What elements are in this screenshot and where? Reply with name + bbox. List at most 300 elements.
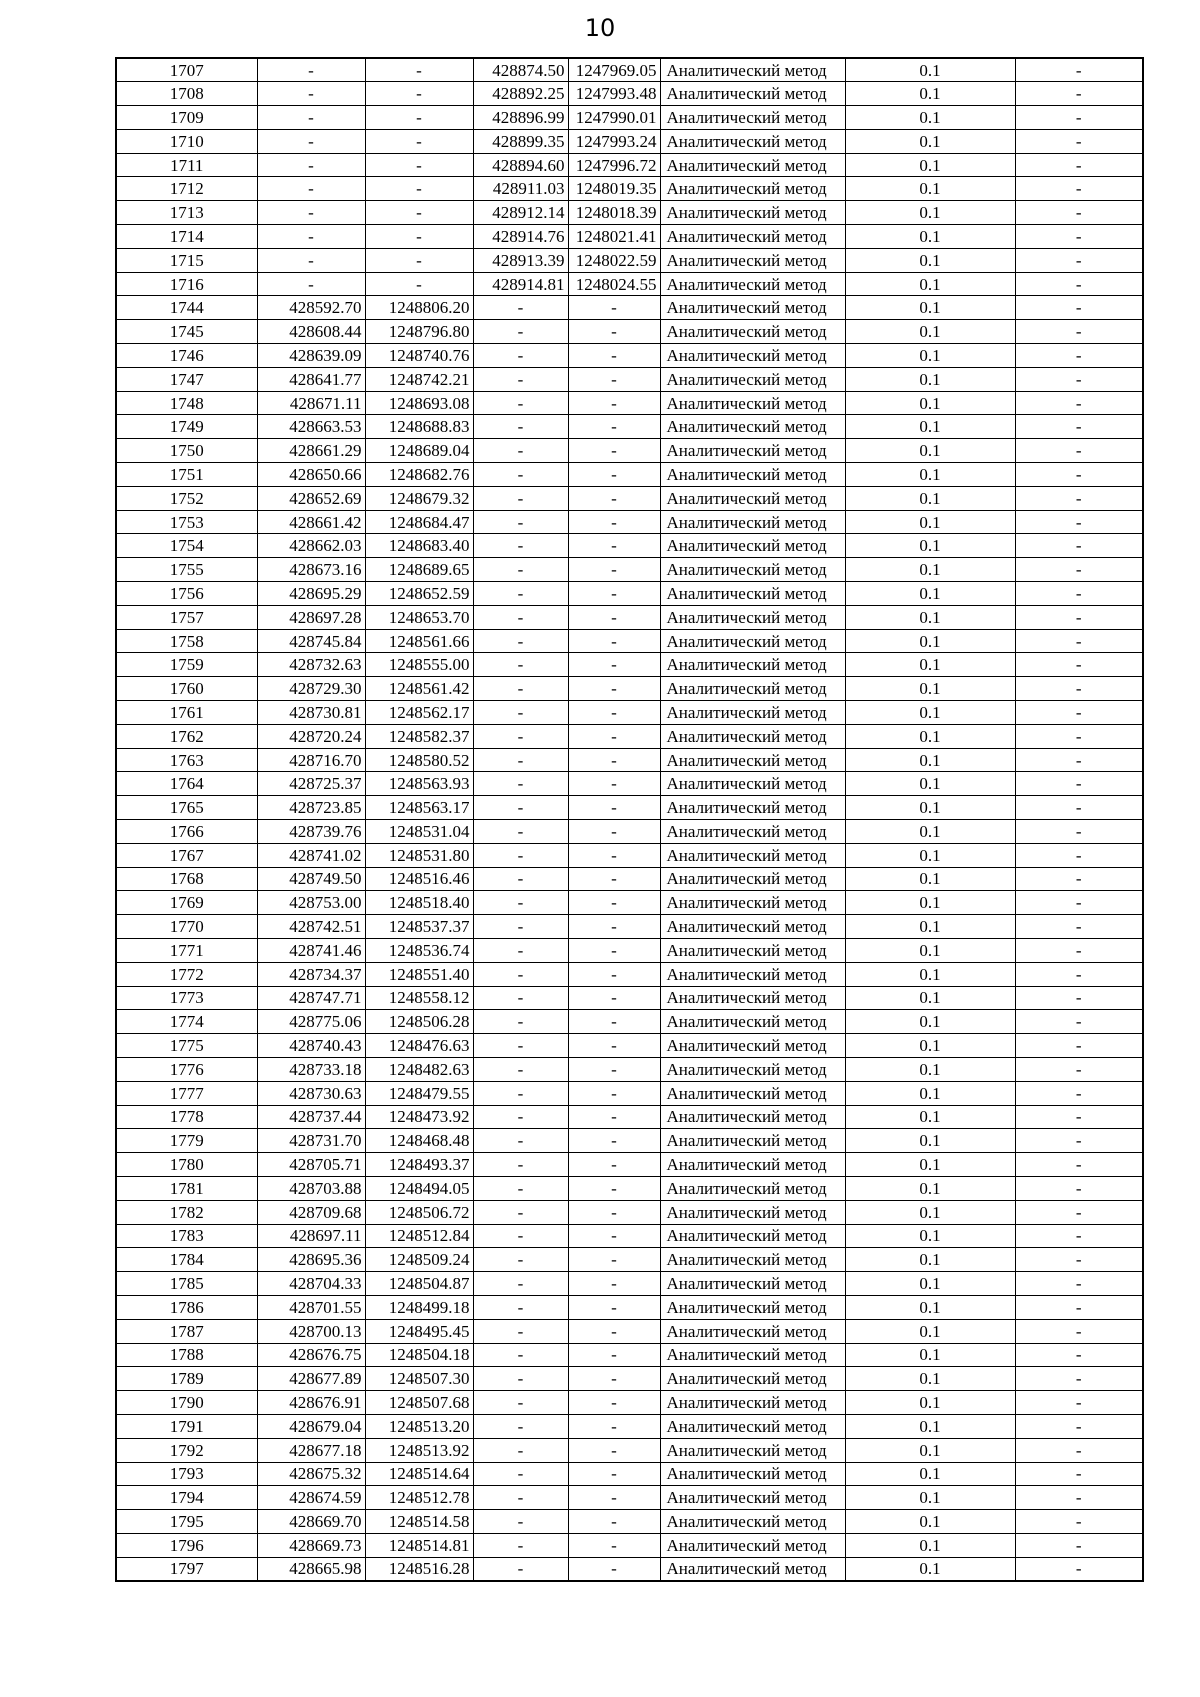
cell-old-x: 428650.66	[257, 463, 365, 487]
cell-new-y: -	[568, 1057, 660, 1081]
cell-new-y: -	[568, 1557, 660, 1581]
table-row	[116, 748, 1143, 772]
cell-precision: 0.1	[845, 1105, 1015, 1129]
cell-old-x: -	[257, 177, 365, 201]
cell-new-x: -	[473, 796, 568, 820]
cell-old-x: 428720.24	[257, 724, 365, 748]
cell-old-y: 1248514.64	[365, 1462, 473, 1486]
table-row	[116, 1081, 1143, 1105]
cell-precision: 0.1	[845, 938, 1015, 962]
table-row	[116, 1391, 1143, 1415]
cell-old-x: 428753.00	[257, 891, 365, 915]
table-row	[116, 367, 1143, 391]
cell-new-y: -	[568, 1129, 660, 1153]
cell-old-x: 428729.30	[257, 677, 365, 701]
cell-description: -	[1015, 1272, 1143, 1296]
cell-point-number: 1755	[116, 558, 257, 582]
cell-old-y: 1248684.47	[365, 510, 473, 534]
cell-method: Аналитический метод	[660, 510, 845, 534]
cell-point-number: 1710	[116, 129, 257, 153]
cell-method: Аналитический метод	[660, 106, 845, 130]
cell-point-number: 1766	[116, 820, 257, 844]
cell-new-x: -	[473, 1462, 568, 1486]
cell-method: Аналитический метод	[660, 296, 845, 320]
cell-description: -	[1015, 867, 1143, 891]
cell-precision: 0.1	[845, 820, 1015, 844]
table-row	[116, 1224, 1143, 1248]
cell-method: Аналитический метод	[660, 1367, 845, 1391]
cell-description: -	[1015, 772, 1143, 796]
cell-old-y: 1248514.81	[365, 1533, 473, 1557]
cell-precision: 0.1	[845, 1153, 1015, 1177]
cell-precision: 0.1	[845, 653, 1015, 677]
cell-precision: 0.1	[845, 1557, 1015, 1581]
cell-new-y: -	[568, 582, 660, 606]
cell-old-x: 428731.70	[257, 1129, 365, 1153]
table-row	[116, 1034, 1143, 1058]
cell-old-y: 1248740.76	[365, 344, 473, 368]
cell-method: Аналитический метод	[660, 1533, 845, 1557]
cell-old-y: 1248689.65	[365, 558, 473, 582]
cell-method: Аналитический метод	[660, 962, 845, 986]
cell-point-number: 1790	[116, 1391, 257, 1415]
cell-old-x: 428704.33	[257, 1272, 365, 1296]
cell-new-y: -	[568, 558, 660, 582]
cell-description: -	[1015, 344, 1143, 368]
cell-old-y: -	[365, 153, 473, 177]
cell-old-x: 428697.11	[257, 1224, 365, 1248]
cell-new-y: -	[568, 867, 660, 891]
cell-method: Аналитический метод	[660, 1200, 845, 1224]
table-row	[116, 534, 1143, 558]
cell-new-y: -	[568, 463, 660, 487]
cell-point-number: 1752	[116, 486, 257, 510]
cell-description: -	[1015, 1129, 1143, 1153]
cell-old-x: 428709.68	[257, 1200, 365, 1224]
cell-precision: 0.1	[845, 534, 1015, 558]
cell-new-x: -	[473, 344, 568, 368]
cell-new-y: -	[568, 1533, 660, 1557]
cell-new-x: 428914.76	[473, 225, 568, 249]
cell-new-y: -	[568, 1486, 660, 1510]
cell-old-y: 1248507.30	[365, 1367, 473, 1391]
table-row	[116, 724, 1143, 748]
cell-method: Аналитический метод	[660, 701, 845, 725]
cell-point-number: 1786	[116, 1295, 257, 1319]
cell-old-x: 428742.51	[257, 915, 365, 939]
cell-precision: 0.1	[845, 1533, 1015, 1557]
cell-method: Аналитический метод	[660, 1153, 845, 1177]
cell-precision: 0.1	[845, 106, 1015, 130]
cell-description: -	[1015, 605, 1143, 629]
cell-precision: 0.1	[845, 344, 1015, 368]
cell-description: -	[1015, 367, 1143, 391]
cell-description: -	[1015, 1248, 1143, 1272]
cell-old-x: 428695.36	[257, 1248, 365, 1272]
cell-precision: 0.1	[845, 153, 1015, 177]
cell-old-x: 428695.29	[257, 582, 365, 606]
cell-precision: 0.1	[845, 320, 1015, 344]
cell-old-y: -	[365, 106, 473, 130]
table-row	[116, 1153, 1143, 1177]
cell-new-y: -	[568, 1272, 660, 1296]
cell-precision: 0.1	[845, 1129, 1015, 1153]
cell-new-x: -	[473, 605, 568, 629]
cell-description: -	[1015, 225, 1143, 249]
cell-old-x: -	[257, 272, 365, 296]
cell-old-y: -	[365, 201, 473, 225]
cell-precision: 0.1	[845, 867, 1015, 891]
table-row	[116, 1176, 1143, 1200]
cell-description: -	[1015, 677, 1143, 701]
cell-old-x: -	[257, 248, 365, 272]
table-row	[116, 201, 1143, 225]
cell-new-y: -	[568, 1391, 660, 1415]
cell-method: Аналитический метод	[660, 1057, 845, 1081]
cell-method: Аналитический метод	[660, 248, 845, 272]
cell-method: Аналитический метод	[660, 724, 845, 748]
cell-method: Аналитический метод	[660, 748, 845, 772]
cell-method: Аналитический метод	[660, 1010, 845, 1034]
cell-description: -	[1015, 1391, 1143, 1415]
cell-old-y: -	[365, 58, 473, 82]
cell-new-y: -	[568, 296, 660, 320]
cell-old-y: 1248482.63	[365, 1057, 473, 1081]
table-row	[116, 439, 1143, 463]
cell-new-x: -	[473, 1486, 568, 1510]
cell-old-y: 1248679.32	[365, 486, 473, 510]
cell-new-x: -	[473, 534, 568, 558]
cell-method: Аналитический метод	[660, 558, 845, 582]
cell-method: Аналитический метод	[660, 820, 845, 844]
cell-old-y: 1248742.21	[365, 367, 473, 391]
cell-method: Аналитический метод	[660, 225, 845, 249]
table-row	[116, 962, 1143, 986]
cell-method: Аналитический метод	[660, 843, 845, 867]
cell-new-y: -	[568, 1319, 660, 1343]
cell-old-x: 428675.32	[257, 1462, 365, 1486]
table-row	[116, 558, 1143, 582]
cell-point-number: 1794	[116, 1486, 257, 1510]
cell-old-y: 1248516.46	[365, 867, 473, 891]
cell-old-y: 1248582.37	[365, 724, 473, 748]
cell-precision: 0.1	[845, 701, 1015, 725]
cell-new-x: -	[473, 320, 568, 344]
cell-method: Аналитический метод	[660, 1272, 845, 1296]
cell-point-number: 1773	[116, 986, 257, 1010]
cell-new-x: -	[473, 1081, 568, 1105]
cell-method: Аналитический метод	[660, 1510, 845, 1534]
page-number: 10	[584, 14, 616, 42]
cell-old-y: -	[365, 272, 473, 296]
cell-description: -	[1015, 1010, 1143, 1034]
cell-old-x: 428700.13	[257, 1319, 365, 1343]
cell-precision: 0.1	[845, 296, 1015, 320]
cell-point-number: 1765	[116, 796, 257, 820]
cell-point-number: 1762	[116, 724, 257, 748]
cell-new-x: 428892.25	[473, 82, 568, 106]
cell-precision: 0.1	[845, 1510, 1015, 1534]
cell-point-number: 1761	[116, 701, 257, 725]
cell-new-y: -	[568, 677, 660, 701]
cell-new-y: -	[568, 701, 660, 725]
cell-point-number: 1707	[116, 58, 257, 82]
cell-new-x: 428896.99	[473, 106, 568, 130]
cell-old-y: -	[365, 248, 473, 272]
cell-description: -	[1015, 201, 1143, 225]
cell-method: Аналитический метод	[660, 153, 845, 177]
cell-description: -	[1015, 796, 1143, 820]
cell-new-x: -	[473, 1367, 568, 1391]
cell-old-x: 428725.37	[257, 772, 365, 796]
cell-old-x: 428703.88	[257, 1176, 365, 1200]
cell-precision: 0.1	[845, 1224, 1015, 1248]
cell-old-x: 428671.11	[257, 391, 365, 415]
cell-point-number: 1757	[116, 605, 257, 629]
table-row	[116, 1367, 1143, 1391]
cell-description: -	[1015, 891, 1143, 915]
cell-method: Аналитический метод	[660, 129, 845, 153]
cell-old-x: 428661.42	[257, 510, 365, 534]
cell-point-number: 1778	[116, 1105, 257, 1129]
cell-precision: 0.1	[845, 510, 1015, 534]
table-row	[116, 1200, 1143, 1224]
cell-old-x: 428741.46	[257, 938, 365, 962]
cell-old-y: 1248504.87	[365, 1272, 473, 1296]
table-row	[116, 891, 1143, 915]
cell-point-number: 1750	[116, 439, 257, 463]
cell-new-y: -	[568, 724, 660, 748]
table-row	[116, 486, 1143, 510]
cell-new-x: -	[473, 463, 568, 487]
cell-old-y: 1248558.12	[365, 986, 473, 1010]
cell-point-number: 1792	[116, 1438, 257, 1462]
cell-point-number: 1783	[116, 1224, 257, 1248]
cell-new-x: -	[473, 558, 568, 582]
cell-method: Аналитический метод	[660, 1343, 845, 1367]
cell-description: -	[1015, 1200, 1143, 1224]
table-row	[116, 772, 1143, 796]
cell-description: -	[1015, 582, 1143, 606]
cell-precision: 0.1	[845, 58, 1015, 82]
cell-old-x: -	[257, 201, 365, 225]
cell-new-y: -	[568, 510, 660, 534]
cell-method: Аналитический метод	[660, 867, 845, 891]
cell-precision: 0.1	[845, 605, 1015, 629]
cell-new-y: -	[568, 1105, 660, 1129]
cell-new-y: 1248021.41	[568, 225, 660, 249]
cell-precision: 0.1	[845, 463, 1015, 487]
cell-old-y: 1248531.04	[365, 820, 473, 844]
table-row	[116, 820, 1143, 844]
cell-description: -	[1015, 1153, 1143, 1177]
cell-old-x: -	[257, 106, 365, 130]
cell-method: Аналитический метод	[660, 177, 845, 201]
cell-method: Аналитический метод	[660, 58, 845, 82]
cell-method: Аналитический метод	[660, 1105, 845, 1129]
cell-precision: 0.1	[845, 1319, 1015, 1343]
cell-old-x: 428679.04	[257, 1414, 365, 1438]
cell-point-number: 1779	[116, 1129, 257, 1153]
cell-description: -	[1015, 296, 1143, 320]
cell-new-y: 1248019.35	[568, 177, 660, 201]
cell-new-x: -	[473, 962, 568, 986]
cell-old-y: 1248688.83	[365, 415, 473, 439]
cell-precision: 0.1	[845, 677, 1015, 701]
cell-new-x: -	[473, 1034, 568, 1058]
cell-description: -	[1015, 701, 1143, 725]
cell-method: Аналитический метод	[660, 1391, 845, 1415]
cell-old-y: -	[365, 82, 473, 106]
coordinates-table	[115, 57, 1144, 1582]
cell-new-y: -	[568, 1295, 660, 1319]
cell-old-y: 1248507.68	[365, 1391, 473, 1415]
cell-precision: 0.1	[845, 843, 1015, 867]
cell-old-y: 1248476.63	[365, 1034, 473, 1058]
cell-new-y: 1247969.05	[568, 58, 660, 82]
cell-old-x: 428730.63	[257, 1081, 365, 1105]
cell-point-number: 1709	[116, 106, 257, 130]
cell-point-number: 1789	[116, 1367, 257, 1391]
table-row	[116, 1438, 1143, 1462]
cell-old-x: 428677.18	[257, 1438, 365, 1462]
cell-new-x: -	[473, 415, 568, 439]
cell-description: -	[1015, 1367, 1143, 1391]
cell-method: Аналитический метод	[660, 82, 845, 106]
cell-new-x: -	[473, 1129, 568, 1153]
cell-old-y: 1248468.48	[365, 1129, 473, 1153]
table-row	[116, 391, 1143, 415]
cell-old-y: 1248512.78	[365, 1486, 473, 1510]
cell-new-y: -	[568, 1343, 660, 1367]
cell-new-x: -	[473, 1272, 568, 1296]
table-row	[116, 1343, 1143, 1367]
cell-old-x: 428676.91	[257, 1391, 365, 1415]
cell-description: -	[1015, 724, 1143, 748]
cell-description: -	[1015, 129, 1143, 153]
table-row	[116, 225, 1143, 249]
cell-precision: 0.1	[845, 1438, 1015, 1462]
cell-point-number: 1716	[116, 272, 257, 296]
cell-point-number: 1777	[116, 1081, 257, 1105]
cell-new-y: -	[568, 796, 660, 820]
table-row	[116, 677, 1143, 701]
cell-description: -	[1015, 1438, 1143, 1462]
cell-precision: 0.1	[845, 1034, 1015, 1058]
cell-point-number: 1756	[116, 582, 257, 606]
cell-precision: 0.1	[845, 629, 1015, 653]
cell-point-number: 1787	[116, 1319, 257, 1343]
cell-new-y: -	[568, 344, 660, 368]
cell-old-y: 1248512.84	[365, 1224, 473, 1248]
cell-method: Аналитический метод	[660, 1462, 845, 1486]
cell-old-x: 428741.02	[257, 843, 365, 867]
cell-old-x: 428701.55	[257, 1295, 365, 1319]
cell-old-y: 1248514.58	[365, 1510, 473, 1534]
table-row	[116, 1486, 1143, 1510]
cell-point-number: 1747	[116, 367, 257, 391]
table-row	[116, 153, 1143, 177]
cell-description: -	[1015, 177, 1143, 201]
cell-new-y: -	[568, 653, 660, 677]
table-row	[116, 986, 1143, 1010]
cell-point-number: 1782	[116, 1200, 257, 1224]
cell-old-y: 1248561.66	[365, 629, 473, 653]
cell-description: -	[1015, 439, 1143, 463]
cell-old-y: 1248683.40	[365, 534, 473, 558]
cell-point-number: 1713	[116, 201, 257, 225]
table-row	[116, 272, 1143, 296]
cell-point-number: 1758	[116, 629, 257, 653]
cell-new-x: -	[473, 296, 568, 320]
cell-new-y: 1248024.55	[568, 272, 660, 296]
cell-new-x: -	[473, 510, 568, 534]
cell-old-x: 428705.71	[257, 1153, 365, 1177]
cell-new-y: -	[568, 962, 660, 986]
cell-new-x: -	[473, 1391, 568, 1415]
cell-method: Аналитический метод	[660, 582, 845, 606]
cell-method: Аналитический метод	[660, 796, 845, 820]
cell-new-x: -	[473, 1295, 568, 1319]
cell-point-number: 1784	[116, 1248, 257, 1272]
cell-new-y: -	[568, 1248, 660, 1272]
cell-description: -	[1015, 843, 1143, 867]
cell-method: Аналитический метод	[660, 1438, 845, 1462]
cell-description: -	[1015, 915, 1143, 939]
cell-point-number: 1793	[116, 1462, 257, 1486]
cell-description: -	[1015, 1343, 1143, 1367]
table-row	[116, 653, 1143, 677]
cell-old-y: 1248504.18	[365, 1343, 473, 1367]
cell-old-y: 1248551.40	[365, 962, 473, 986]
cell-old-y: 1248516.28	[365, 1557, 473, 1581]
cell-new-y: 1248022.59	[568, 248, 660, 272]
cell-new-x: -	[473, 1105, 568, 1129]
table-row	[116, 1010, 1143, 1034]
cell-precision: 0.1	[845, 986, 1015, 1010]
cell-point-number: 1774	[116, 1010, 257, 1034]
cell-precision: 0.1	[845, 1391, 1015, 1415]
cell-method: Аналитический метод	[660, 915, 845, 939]
cell-method: Аналитический метод	[660, 629, 845, 653]
cell-new-x: -	[473, 701, 568, 725]
cell-precision: 0.1	[845, 486, 1015, 510]
table-row	[116, 106, 1143, 130]
cell-description: -	[1015, 1081, 1143, 1105]
cell-description: -	[1015, 1510, 1143, 1534]
table-row	[116, 1510, 1143, 1534]
cell-point-number: 1746	[116, 344, 257, 368]
cell-point-number: 1788	[116, 1343, 257, 1367]
cell-new-x: 428914.81	[473, 272, 568, 296]
table-row	[116, 1319, 1143, 1343]
cell-old-y: 1248531.80	[365, 843, 473, 867]
cell-new-x: -	[473, 938, 568, 962]
cell-old-y: 1248563.93	[365, 772, 473, 796]
cell-precision: 0.1	[845, 1343, 1015, 1367]
cell-precision: 0.1	[845, 225, 1015, 249]
cell-description: -	[1015, 272, 1143, 296]
cell-new-x: -	[473, 1200, 568, 1224]
cell-new-y: -	[568, 367, 660, 391]
cell-new-y: -	[568, 891, 660, 915]
cell-description: -	[1015, 510, 1143, 534]
cell-old-y: 1248555.00	[365, 653, 473, 677]
cell-old-x: 428676.75	[257, 1343, 365, 1367]
cell-old-x: 428747.71	[257, 986, 365, 1010]
cell-point-number: 1760	[116, 677, 257, 701]
table-row	[116, 82, 1143, 106]
